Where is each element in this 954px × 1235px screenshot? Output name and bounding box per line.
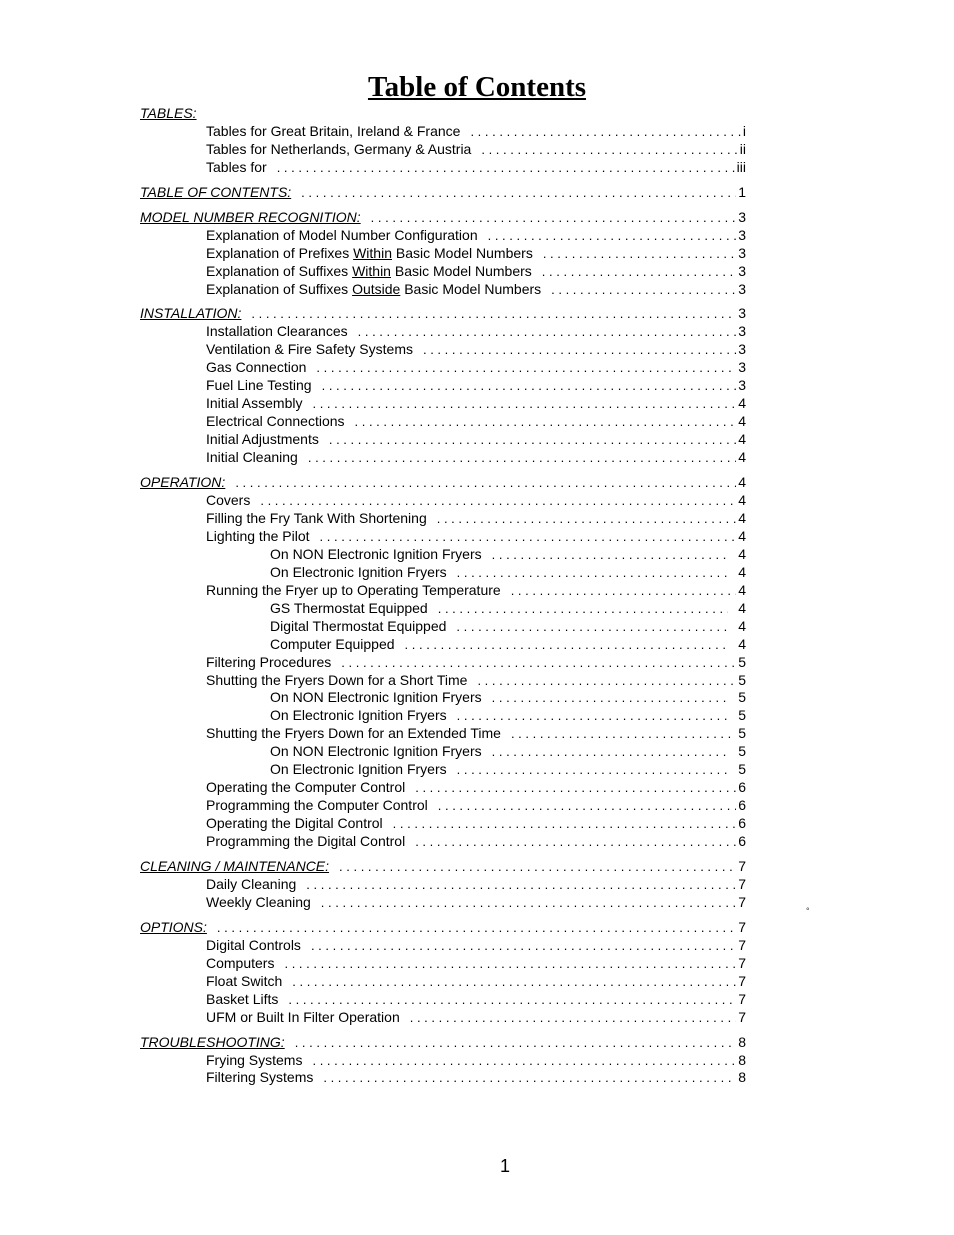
- page-number: 1: [499, 1156, 510, 1176]
- toc-label: CLEANING / MAINTENANCE:: [140, 858, 330, 874]
- toc-entry[interactable]: [206, 671, 746, 689]
- label-emphasis: Within: [353, 245, 392, 261]
- toc-page-number: 6: [738, 815, 746, 831]
- dot-leader: [410, 1009, 736, 1026]
- dot-leader: [277, 159, 735, 176]
- dot-leader: [217, 919, 736, 936]
- dot-leader: [543, 245, 736, 262]
- toc-label: Gas Connection: [206, 359, 307, 375]
- toc-page-number: 3: [738, 263, 746, 279]
- dot-leader: [415, 779, 736, 796]
- toc-page-number: 4: [738, 564, 746, 580]
- toc-label: Weekly Cleaning: [206, 894, 311, 910]
- dot-leader: [312, 1052, 736, 1069]
- dot-leader: [284, 955, 736, 972]
- toc-label: MODEL NUMBER RECOGNITION:: [140, 209, 361, 225]
- dot-leader: [488, 227, 737, 244]
- toc-label: Installation Clearances: [206, 323, 348, 339]
- toc-label: Covers: [206, 492, 251, 508]
- toc-entry[interactable]: [206, 394, 746, 412]
- dot-leader: [320, 528, 737, 545]
- toc-label: Frying Systems: [206, 1052, 303, 1068]
- toc-entry[interactable]: [206, 158, 746, 176]
- dot-leader: [393, 815, 737, 832]
- toc-page-number: 4: [738, 636, 746, 652]
- dot-leader: [492, 689, 729, 706]
- dot-leader: [511, 725, 736, 742]
- toc-entry[interactable]: [206, 244, 746, 262]
- dot-leader: [438, 600, 728, 617]
- toc-entry[interactable]: [206, 140, 746, 158]
- label-part: Basic Model Numbers: [400, 281, 542, 297]
- dot-leader: [457, 564, 729, 581]
- toc-page-number: 5: [738, 672, 746, 688]
- toc-label: INSTALLATION:: [140, 305, 242, 321]
- toc-label: On NON Electronic Ignition Fryers: [270, 689, 482, 705]
- toc-page-number: 4: [738, 582, 746, 598]
- toc-page-number: 5: [738, 761, 746, 777]
- dot-leader: [311, 937, 736, 954]
- toc-entry[interactable]: [206, 509, 746, 527]
- toc-entry[interactable]: [206, 653, 746, 671]
- toc-page-number: 7: [738, 937, 746, 953]
- toc-section[interactable]: [140, 918, 746, 936]
- toc-page-number: iii: [736, 159, 746, 175]
- toc-entry[interactable]: [206, 936, 746, 954]
- toc-section[interactable]: [140, 857, 746, 875]
- dot-leader: [321, 894, 736, 911]
- toc-page-number: 4: [738, 431, 746, 447]
- toc-label: [206, 244, 543, 262]
- toc-entry[interactable]: [206, 491, 746, 509]
- label-part: Basic Model Numbers: [392, 245, 533, 261]
- toc-label: On Electronic Ignition Fryers: [270, 761, 447, 777]
- toc-entry[interactable]: [206, 1008, 746, 1026]
- dot-leader: [511, 582, 737, 599]
- toc-page-number: 4: [738, 528, 746, 544]
- toc-subentry[interactable]: [270, 760, 746, 778]
- toc-page-number: 7: [738, 894, 746, 910]
- dot-leader: [358, 323, 737, 340]
- dot-leader: [415, 833, 736, 850]
- toc-page-number: 7: [738, 919, 746, 935]
- toc-entry[interactable]: [206, 893, 746, 911]
- dot-leader: [301, 184, 736, 201]
- toc-page-number: 4: [738, 600, 746, 616]
- toc-page-number: 7: [738, 876, 746, 892]
- toc-page-number: 3: [738, 305, 746, 321]
- toc-section[interactable]: [140, 473, 746, 491]
- dot-leader: [355, 413, 737, 430]
- toc-label: Initial Assembly: [206, 395, 303, 411]
- toc-entry[interactable]: [206, 226, 746, 244]
- toc-label: OPERATION:: [140, 474, 226, 490]
- toc-label: Computers: [206, 955, 275, 971]
- toc-label: TABLES:: [140, 105, 197, 121]
- toc-page-number: 4: [738, 413, 746, 429]
- toc-entry[interactable]: [206, 778, 746, 796]
- dot-leader: [251, 305, 736, 322]
- toc-section[interactable]: [140, 208, 746, 226]
- toc-subentry[interactable]: [270, 545, 746, 563]
- toc-entry[interactable]: [206, 412, 746, 430]
- toc-entry[interactable]: [206, 430, 746, 448]
- toc-label: On NON Electronic Ignition Fryers: [270, 546, 482, 562]
- toc-page-number: 3: [738, 323, 746, 339]
- toc-label: Running the Fryer up to Operating Temperature: [206, 582, 501, 598]
- toc-label: GS Thermostat Equipped: [270, 600, 428, 616]
- toc-label: Filtering Procedures: [206, 654, 332, 670]
- dot-leader: [235, 474, 736, 491]
- dot-leader: [405, 636, 729, 653]
- dot-leader: [551, 281, 736, 298]
- toc-label: Daily Cleaning: [206, 876, 297, 892]
- dot-leader: [260, 492, 736, 509]
- dot-leader: [423, 341, 736, 358]
- toc-section[interactable]: [140, 104, 746, 122]
- toc-page-number: 8: [738, 1069, 746, 1085]
- toc-entry[interactable]: [206, 972, 746, 990]
- toc-entry[interactable]: [206, 581, 746, 599]
- toc-label: Ventilation & Fire Safety Systems: [206, 341, 413, 357]
- toc-label: OPTIONS:: [140, 919, 207, 935]
- toc-label: Basket Lifts: [206, 991, 279, 1007]
- toc-section[interactable]: [140, 1033, 746, 1051]
- toc-page-number: 4: [738, 474, 746, 490]
- label-emphasis: Within: [352, 263, 391, 279]
- page-title: Table of Contents: [367, 71, 587, 103]
- toc-label: Initial Cleaning: [206, 449, 298, 465]
- toc-label: Filling the Fry Tank With Shortening: [206, 510, 427, 526]
- toc-label: [206, 262, 542, 280]
- toc-entry[interactable]: [206, 122, 746, 140]
- toc-subentry[interactable]: [270, 742, 746, 760]
- toc-entry[interactable]: [206, 340, 746, 358]
- label-part: Explanation of Prefixes: [206, 245, 354, 261]
- dot-leader: [457, 761, 729, 778]
- toc-page-number: 3: [738, 281, 746, 297]
- toc-entry[interactable]: [206, 832, 746, 850]
- toc-page-number: 7: [738, 955, 746, 971]
- toc-page-number: 4: [738, 449, 746, 465]
- dot-leader: [329, 431, 736, 448]
- dot-leader: [477, 672, 736, 689]
- toc-page-number: ii: [739, 141, 746, 157]
- toc-subentry[interactable]: [270, 617, 746, 635]
- toc-subentry[interactable]: [270, 599, 746, 617]
- toc-subentry[interactable]: [270, 706, 746, 724]
- toc-page-number: 5: [738, 707, 746, 723]
- label-part: Explanation of Suffixes: [206, 281, 353, 297]
- dot-leader: [295, 1034, 737, 1051]
- toc-label: On Electronic Ignition Fryers: [270, 564, 447, 580]
- dot-leader: [292, 973, 736, 990]
- toc-page-number: 7: [738, 991, 746, 1007]
- toc-entry[interactable]: [206, 280, 746, 298]
- toc-page-number: 3: [738, 377, 746, 393]
- toc-page-number: 5: [738, 689, 746, 705]
- toc-entry[interactable]: [206, 527, 746, 545]
- stray-mark: °: [806, 906, 810, 916]
- dot-leader: [456, 618, 728, 635]
- label-part: Basic Model Numbers: [390, 263, 532, 279]
- dot-leader: [542, 263, 736, 280]
- dot-leader: [316, 359, 736, 376]
- dot-leader: [288, 991, 736, 1008]
- toc-label: Tables for Great Britain, Ireland & France: [206, 123, 461, 139]
- toc-page-number: 6: [738, 779, 746, 795]
- toc-label: [206, 280, 551, 298]
- dot-leader: [308, 449, 736, 466]
- toc-label: Float Switch: [206, 973, 283, 989]
- toc-label: Computer Equipped: [270, 636, 395, 652]
- dot-leader: [481, 141, 737, 158]
- toc-page-number: 3: [738, 245, 746, 261]
- toc-label: Tables for Netherlands, Germany & Austria: [206, 141, 472, 157]
- toc-page-number: 5: [738, 725, 746, 741]
- dot-leader: [312, 395, 736, 412]
- toc-page-number: 6: [738, 833, 746, 849]
- toc-page-number: 1: [738, 184, 746, 200]
- dot-leader: [470, 123, 740, 140]
- dot-leader: [371, 209, 737, 226]
- toc-entry[interactable]: [206, 358, 746, 376]
- toc-label: Initial Adjustments: [206, 431, 319, 447]
- toc-page-number: 4: [738, 618, 746, 634]
- toc-page-number: 7: [738, 858, 746, 874]
- toc-entry[interactable]: [206, 262, 746, 280]
- toc-label: Tables for: [206, 159, 267, 175]
- toc-entry[interactable]: [206, 814, 746, 832]
- label-part: Explanation of Suffixes: [206, 263, 353, 279]
- toc-page-number: 5: [738, 654, 746, 670]
- toc-page-number: 7: [738, 973, 746, 989]
- toc-label: Programming the Digital Control: [206, 833, 406, 849]
- label-emphasis: Outside: [352, 281, 401, 297]
- toc-entry[interactable]: [206, 954, 746, 972]
- toc-label: TROUBLESHOOTING:: [140, 1034, 285, 1050]
- toc-entry[interactable]: [206, 990, 746, 1008]
- toc-label: Digital Thermostat Equipped: [270, 618, 447, 634]
- toc-label: On Electronic Ignition Fryers: [270, 707, 447, 723]
- toc-page-number: 8: [738, 1052, 746, 1068]
- toc-entry[interactable]: [206, 1068, 746, 1086]
- toc-label: TABLE OF CONTENTS:: [140, 184, 292, 200]
- toc-label: Shutting the Fryers Down for an Extended Time: [206, 725, 501, 741]
- toc-label: Programming the Computer Control: [206, 797, 428, 813]
- toc-label: UFM or Built In Filter Operation: [206, 1009, 400, 1025]
- toc-label: On NON Electronic Ignition Fryers: [270, 743, 482, 759]
- toc-page-number: 3: [738, 209, 746, 225]
- toc-page-number: 4: [738, 395, 746, 411]
- toc-entry[interactable]: [206, 796, 746, 814]
- toc-entry[interactable]: [206, 875, 746, 893]
- toc-page-number: 4: [738, 510, 746, 526]
- toc-entry[interactable]: [206, 376, 746, 394]
- dot-leader: [492, 546, 729, 563]
- dot-leader: [341, 654, 736, 671]
- dot-leader: [339, 858, 736, 875]
- toc-label: Fuel Line Testing: [206, 377, 312, 393]
- toc-page-number: 8: [738, 1034, 746, 1050]
- toc-subentry[interactable]: [270, 635, 746, 653]
- dot-leader: [306, 876, 736, 893]
- toc-page-number: i: [742, 123, 746, 139]
- toc-page-number: 3: [738, 227, 746, 243]
- toc-page-number: 6: [738, 797, 746, 813]
- toc-label: Filtering Systems: [206, 1069, 314, 1085]
- toc-entry[interactable]: [206, 1051, 746, 1069]
- dot-leader: [322, 377, 737, 394]
- dot-leader: [492, 743, 729, 760]
- toc-label: Operating the Digital Control: [206, 815, 383, 831]
- toc-subentry[interactable]: [270, 563, 746, 581]
- dot-leader: [457, 707, 729, 724]
- toc-subentry[interactable]: [270, 688, 746, 706]
- toc-entry[interactable]: [206, 448, 746, 466]
- toc-page-number: 5: [738, 743, 746, 759]
- toc-page-number: 3: [738, 359, 746, 375]
- toc-label: Lighting the Pilot: [206, 528, 310, 544]
- toc-entry[interactable]: [206, 724, 746, 742]
- toc-label: Explanation of Model Number Configuration: [206, 227, 478, 243]
- toc-label: Shutting the Fryers Down for a Short Time: [206, 672, 468, 688]
- toc-label: Digital Controls: [206, 937, 301, 953]
- toc-page-number: 7: [738, 1009, 746, 1025]
- toc-page-number: 3: [738, 341, 746, 357]
- toc-section[interactable]: [140, 183, 746, 201]
- dot-leader: [323, 1069, 736, 1086]
- toc-page-number: 4: [738, 492, 746, 508]
- toc-label: Operating the Computer Control: [206, 779, 406, 795]
- dot-leader: [438, 797, 736, 814]
- toc-entry[interactable]: [206, 322, 746, 340]
- toc-label: Electrical Connections: [206, 413, 345, 429]
- dot-leader: [437, 510, 736, 527]
- toc-section[interactable]: [140, 304, 746, 322]
- toc-page-number: 4: [738, 546, 746, 562]
